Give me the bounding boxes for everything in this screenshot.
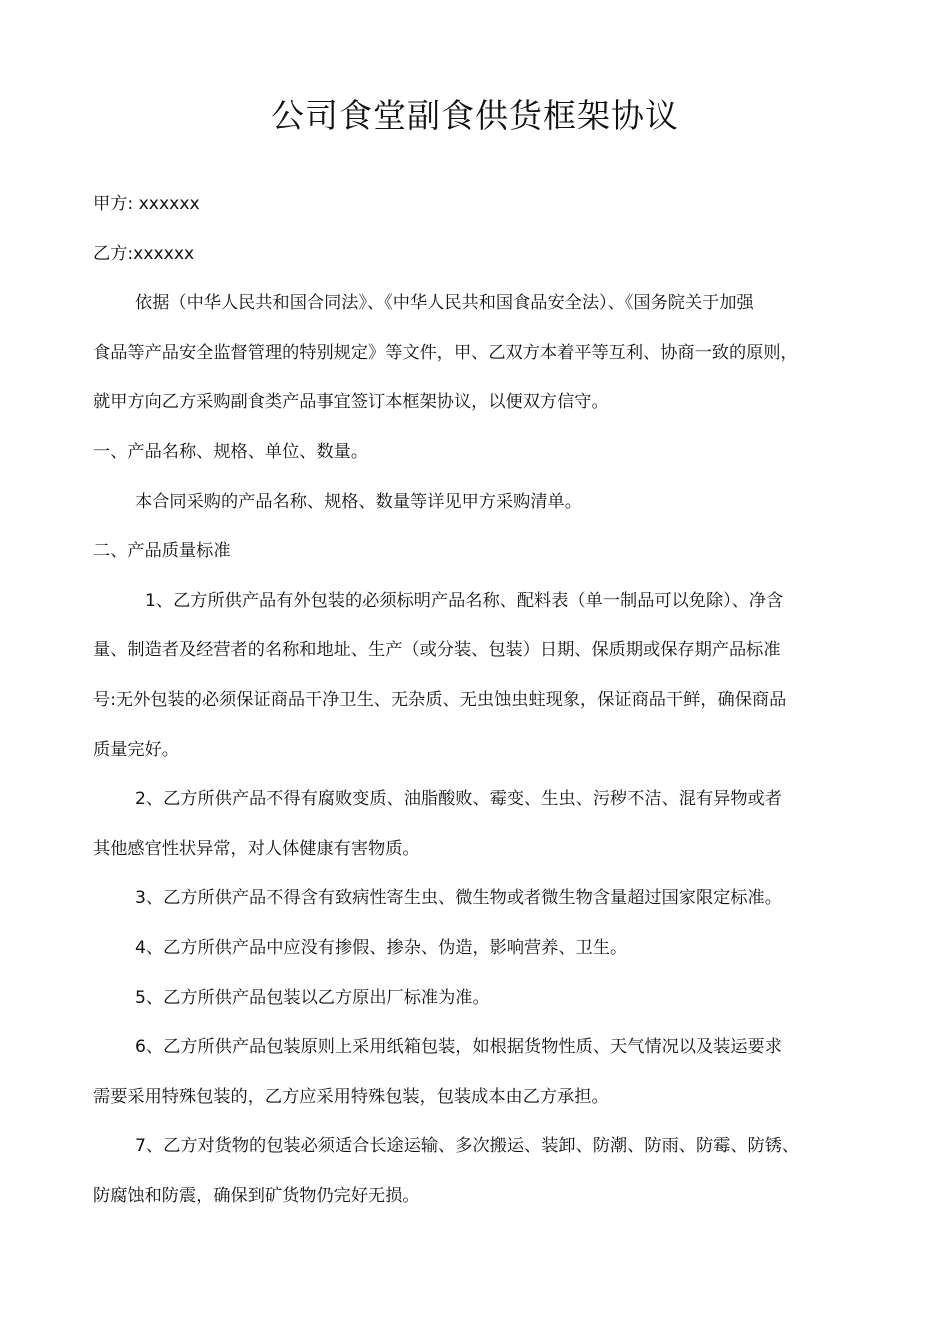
document-title: 公司食堂副食供货框架协议 [271,96,679,135]
section-2-heading: 二、产品质量标准 [93,541,231,562]
item-1-line-4: 质量完好。 [93,739,179,760]
item-1-line-3: 号:无外包装的必须保证商品干净卫生、无杂质、无虫蚀虫蛀现象，保证商品干鲜，确保商品 [93,689,787,710]
document-body [93,180,869,1221]
item-6-line-1: 6、乙方所供产品包装原则上采用纸箱包装，如根据货物性质、天气情况以及装运要求 [135,1037,782,1058]
item-2-line-1: 2、乙方所供产品不得有腐败变质、油脂酸败、霉变、生虫、污秽不洁、混有异物或者 [135,789,782,810]
intro-line-2: 食品等产品安全监督管理的特别规定》等文件，甲、乙双方本着平等互利、协商一致的原则， [93,342,798,363]
item-4: 4、乙方所供产品中应没有掺假、掺杂、伪造，影响营养、卫生。 [135,937,628,958]
item-1-line-1: 1、乙方所供产品有外包装的必须标明产品名称、配料表（单一制品可以免除）、净含 [145,590,784,611]
item-6-line-2: 需要采用特殊包装的，乙方应采用特殊包装，包装成本由乙方承担。 [93,1086,609,1107]
item-7-line-1: 7、乙方对货物的包装必须适合长途运输、多次搬运、装卸、防潮、防雨、防霉、防锈、 [135,1136,800,1157]
item-5: 5、乙方所供产品包装以乙方原出厂标准为准。 [135,987,490,1008]
intro-line-1: 依据（中华人民共和国合同法》、《中华人民共和国食品安全法）、《国务院关于加强 [135,293,754,314]
intro-line-3: 就甲方向乙方采购副食类产品事宜签订本框架协议，以便双方信守。 [93,392,609,413]
item-3: 3、乙方所供产品不得含有致病性寄生虫、微生物或者微生物含量超过国家限定标准。 [135,888,782,909]
party-b: 乙方:xxxxxx [93,243,195,264]
section-1-heading: 一、产品名称、规格、单位、数量。 [93,441,369,462]
item-7-line-2: 防腐蚀和防震，确保到矿货物仍完好无损。 [93,1185,420,1206]
item-1-line-2: 量、制造者及经营者的名称和地址、生产（或分装、包装）日期、保质期或保存期产品标准 [93,640,781,661]
section-1-text: 本合同采购的产品名称、规格、数量等详见甲方采购清单。 [135,491,582,512]
item-2-line-2: 其他感官性状异常，对人体健康有害物质。 [93,838,420,859]
party-a: 甲方: xxxxxx [93,194,200,214]
